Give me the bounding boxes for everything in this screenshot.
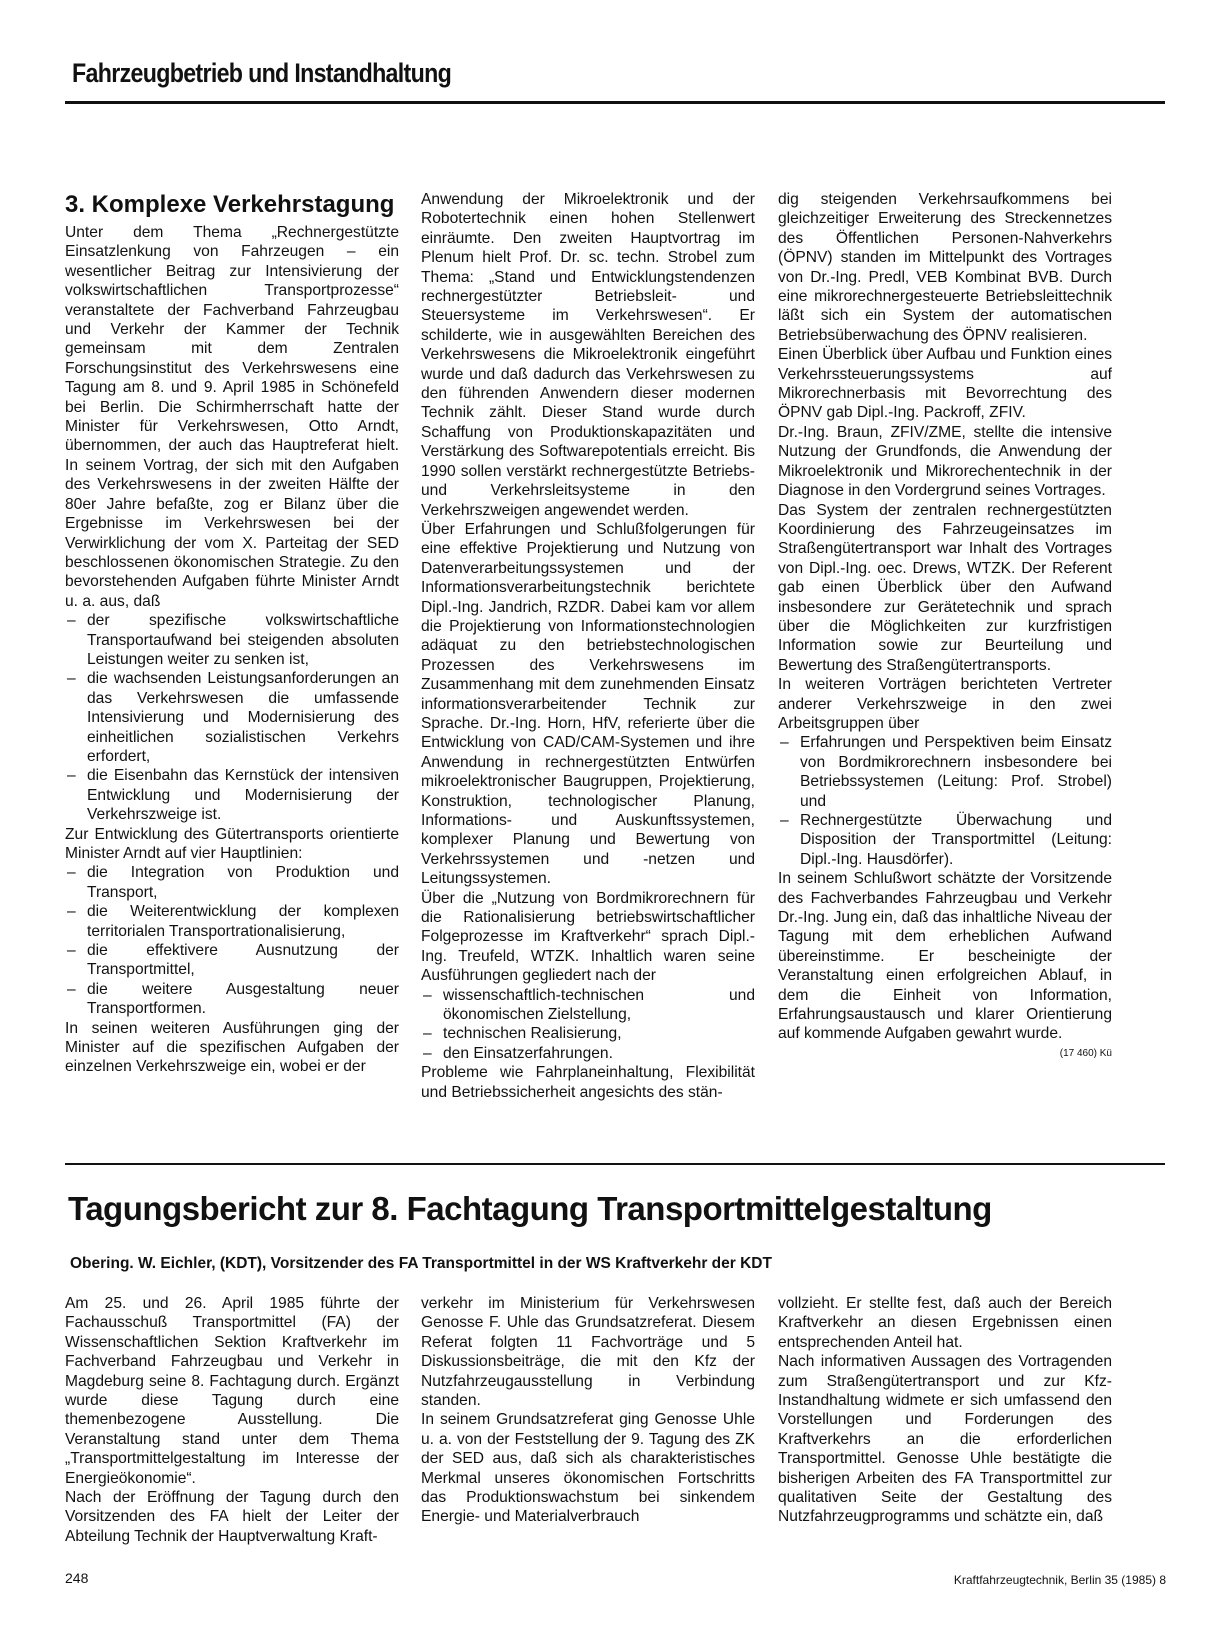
reference-code: (17 460) Kü xyxy=(1059,1047,1112,1059)
article1-col3-p2: Einen Überblick über Aufbau und Funktion eines Verkehrssteuerungssystems auf Mikrorechnerbasis mit Bevorrechtung des ÖPNV gab Dipl.-Ing. Packroff, ZFIV. xyxy=(778,346,1112,422)
section-header: Fahrzeugbetrieb und Instandhaltung xyxy=(72,58,452,88)
article2-column-1 xyxy=(65,1294,399,1546)
article1-col3-p5: In weiteren Vorträgen berichteten Vertreter anderer Verkehrszweige in den zwei Arbeitsgruppen über xyxy=(778,676,1112,732)
article1-col2-p2: Über Erfahrungen und Schlußfolgerungen für eine effektive Projektierung und Nutzung von Datenverarbeitungssystemen und der Informationsverarbeitungstechnik berichtete Dipl.-Ing. Jandrich, RZDR. Dabei kam vor allem die Projektierung von Informationstechnologien adäquat zu den betriebstechnologischen Prozessen des Verkehrswesens im Zusammenhang mit dem zunehmenden Einsatz informationsverarbeitender Technik zur Sprache. Dr.-Ing. Horn, HfV, referierte über die Entwicklung von CAD/CAM-Systemen und ihre Anwendung in rechnergestützten Entwürfen mikroelektronischer Baugruppen, Projektierung, Konstruktion, technologischer Planung, Informations- und Auskunftssystemen, komplexer Planung und Bewertung von Verkehrssystemen und -netzen und Leitungssystemen. xyxy=(421,520,755,888)
article1-column-3 xyxy=(778,190,1112,1063)
list-item: – die Eisenbahn das Kernstück der intensiven Entwicklung und Modernisierung der Verkehrszweige ist. xyxy=(65,766,399,824)
list-item: – die Weiterentwicklung der komplexen territorialen Transportrationalisierung, xyxy=(65,902,399,941)
article2-col1-p1: Am 25. und 26. April 1985 führte der Fachausschuß Transportmittel (FA) der Wissenschaftlichen Sektion Kraftverkehr im Fachverband Fahrzeugbau und Verkehr in Magdeburg seine 8. Fachtagung durch. Ergänzt wurde diese Tagung durch eine themenbezogene Ausstellung. Die Veranstaltung stand unter dem Thema „Transportmittelgestaltung im Interesse der Energieökonomie“. xyxy=(65,1295,399,1487)
article1-column-2 xyxy=(421,190,755,1102)
list-item: – technischen Realisierung, xyxy=(421,1024,755,1043)
article2-col2-p1: verkehr im Ministerium für Verkehrswesen Genosse F. Uhle das Grundsatzreferat. Diesem Referat folgten 11 Fachvorträge und 5 Diskussionsbeiträge, die mit den Kfz der Nutzfahrzeugausstellung in Verbindung standen. xyxy=(421,1295,755,1410)
article2-col1-p2: Nach der Eröffnung der Tagung durch den Vorsitzenden des FA hielt der Leiter der Abteilung Technik der Hauptverwaltung Kraft- xyxy=(65,1489,399,1545)
article2-col3-p2: Nach informativen Aussagen des Vortragenden zum Straßengütertransport und zur Kfz-Instandhaltung widmete er sich umfassend den Vorstellungen und Forderungen des Kraftverkehrs an die erforderlichen Transportmittel. Genosse Uhle bestätigte die bisherigen Arbeiten des FA Transportmittel zur qualitativen Seite der Gestaltung des Nutzfahrzeugprogramms und schätzte ein, daß xyxy=(778,1353,1112,1526)
article2-author: Obering. W. Eichler, (KDT), Vorsitzender des FA Transportmittel in der WS Kraftverkehr der KDT xyxy=(70,1255,772,1272)
article2-column-2 xyxy=(421,1294,755,1527)
list-item: – die Integration von Produktion und Transport, xyxy=(65,863,399,902)
article-divider xyxy=(65,1163,1165,1165)
list-item: – die effektivere Ausnutzung der Transportmittel, xyxy=(65,941,399,980)
article1-col1-end: In seinen weiteren Ausführungen ging der Minister auf die spezifischen Aufgaben der einzelnen Verkehrszweige ein, wobei er der xyxy=(65,1019,399,1076)
article1-col3-p3: Dr.-Ing. Braun, ZFIV/ZME, stellte die intensive Nutzung der Grundfonds, die Anwendung der Mikroelektronik und Mikrorechentechnik in der Diagnose in den Vordergrund seines Vortrages. xyxy=(778,423,1112,500)
article1-column-1 xyxy=(65,190,399,1077)
article1-col1-intro: Unter dem Thema „Rechnergestützte Einsatzlenkung von Fahrzeugen – ein wesentlicher Beitrag zur Intensivierung der volkswirtschaftlichen Transportprozesse“ veranstaltete der Fachverband Fahrzeugbau und Verkehr der Kammer der Technik gemeinsam mit dem Zentralen Forschungsinstitut des Verkehrswesens eine Tagung am 8. und 9. April 1985 in Schönefeld bei Berlin. Die Schirmherrschaft hatte der Minister für Verkehrswesen, Otto Arndt, übernommen, der auch das Hauptreferat hielt. In seinem Vortrag, der sich mit den Aufgaben des Verkehrswesens in der zweiten Hälfte der 80er Jahre befaßte, zog er Bilanz über die Ergebnisse im Verkehrswesen bei der Verwirklichung der vom X. Parteitag der SED beschlossenen ökonomischen Strategie. Zu den bevorstehenden Aufgaben führte Minister Arndt u. a. aus, daß xyxy=(65,224,399,610)
article2-col2-p2: In seinem Grundsatzreferat ging Genosse Uhle u. a. von der Feststellung der 9. Tagung des ZK der SED aus, daß sich als charakteristisches Merkmal unseres ökonomischen Fortschritts das Produktionswachstum bei sinkendem Energie- und Materialverbrauch xyxy=(421,1411,755,1526)
list-item: – die wachsenden Leistungsanforderungen an das Verkehrswesen die umfassende Intensivierung und Modernisierung des einheitlichen sozialistischen Verkehrs erfordert, xyxy=(65,669,399,766)
list-item: – wissenschaftlich-technischen und ökonomischen Zielstellung, xyxy=(421,986,755,1025)
article2-title: Tagungsbericht zur 8. Fachtagung Transportmittelgestaltung xyxy=(68,1190,992,1227)
list-item: – Erfahrungen und Perspektiven beim Einsatz von Bordmikrorechnern insbesondere bei Betriebssystemen (Leitung: Prof. Strobel) und xyxy=(778,733,1112,811)
article1-col2-p1: Anwendung der Mikroelektronik und der Robotertechnik einen hohen Stellenwert einräumte. Den zweiten Hauptvortrag im Plenum hielt Prof. Dr. sc. techn. Strobel zum Thema: „Stand und Entwicklungstendenzen rechnergestützter Betriebsleit- und Steuersysteme im Verkehrswesen“. Er schilderte, wie in ausgewählten Bereichen des Verkehrswesens die Mikroelektronik eingeführt wurde und daß dadurch das Verkehrswesen zu den führenden Anwendern dieser modernen Technik zählt. Dieser Stand wurde durch Schaffung von Produktionskapazitäten und Verstärkung des Softwarepotentials erreicht. Bis 1990 sollen verstärkt rechnergestützte Betriebs- und Verkehrsleitsysteme in den Verkehrszweigen angewendet werden. xyxy=(421,191,755,519)
article1-col3-p1: dig steigenden Verkehrsaufkommens bei gleichzeitiger Erweiterung des Streckennetzes des Öffentlichen Personen-Nahverkehrs (ÖPNV) standen im Mittelpunkt des Vortrages von Dr.-Ing. Predl, VEB Kombinat BVB. Durch eine mikrorechnergesteuerte Betriebsleittechnik läßt sich ein System der automatischen Betriebsüberwachung des ÖPNV realisieren. xyxy=(778,191,1112,344)
list-item: – die weitere Ausgestaltung neuer Transportformen. xyxy=(65,980,399,1019)
list-item: – Rechnergestützte Überwachung und Disposition der Transportmittel (Leitung: Dipl.-Ing. Hausdörfer). xyxy=(778,811,1112,869)
header-rule xyxy=(65,101,1165,104)
page-number: 248 xyxy=(65,1570,89,1586)
article1-list-1 xyxy=(65,611,399,824)
article2-column-3 xyxy=(778,1294,1112,1527)
article1-col3-p6: In seinem Schlußwort schätzte der Vorsitzende des Fachverbandes Fahrzeugbau und Verkehr Dr.-Ing. Jung ein, daß das inhaltliche Niveau der Tagung mit dem erheblichen Aufwand übereinstimme. Er bescheinigte der Veranstaltung einen erfolgreichen Ablauf, in dem die Einheit von Information, Erfahrungsaustausch und klarer Orientierung auf kommende Aufgaben gewahrt wurde. xyxy=(778,870,1112,1043)
article1-list-2 xyxy=(65,863,399,1018)
article1-col2-end: Probleme wie Fahrplaneinhaltung, Flexibilität und Betriebssicherheit angesichts des stän- xyxy=(421,1064,755,1101)
journal-citation: Kraftfahrzeugtechnik, Berlin 35 (1985) 8 xyxy=(953,1573,1166,1587)
article1-col1-mid: Zur Entwicklung des Gütertransports orientierte Minister Arndt auf vier Hauptlinien: xyxy=(65,825,399,862)
list-item: – den Einsatzerfahrungen. xyxy=(421,1044,755,1063)
article1-col3-p4: Das System der zentralen rechnergestützten Koordinierung des Fahrzeugeinsatzes im Straßengütertransport war Inhalt des Vortrages von Dipl.-Ing. oec. Drews, WTZK. Der Referent gab einen Überblick über den Aufwand insbesondere zur Gerätetechnik und sprach über die Möglichkeiten zur kurzfristigen Information sowie zur Beurteilung und Bewertung des Straßengütertransports. xyxy=(778,501,1112,674)
article1-col2-p3: Über die „Nutzung von Bordmikrorechnern für die Rationalisierung betriebswirtschaftlicher Folgeprozesse im Kraftverkehr“ sprach Dipl.-Ing. Treufeld, WTZK. Inhaltlich waren seine Ausführungen gegliedert nach der xyxy=(421,889,755,985)
article1-col2-list xyxy=(421,986,755,1064)
list-item: – der spezifische volkswirtschaftliche Transportaufwand bei steigenden absoluten Leistungen weiter zu senken ist, xyxy=(65,611,399,669)
article1-title: 3. Komplexe Verkehrstagung xyxy=(65,191,395,218)
article1-col3-list xyxy=(778,733,1112,869)
article2-col3-p1: vollzieht. Er stellte fest, daß auch der Bereich Kraftverkehr an diesen Ergebnissen einen entsprechenden Anteil hat. xyxy=(778,1295,1112,1351)
